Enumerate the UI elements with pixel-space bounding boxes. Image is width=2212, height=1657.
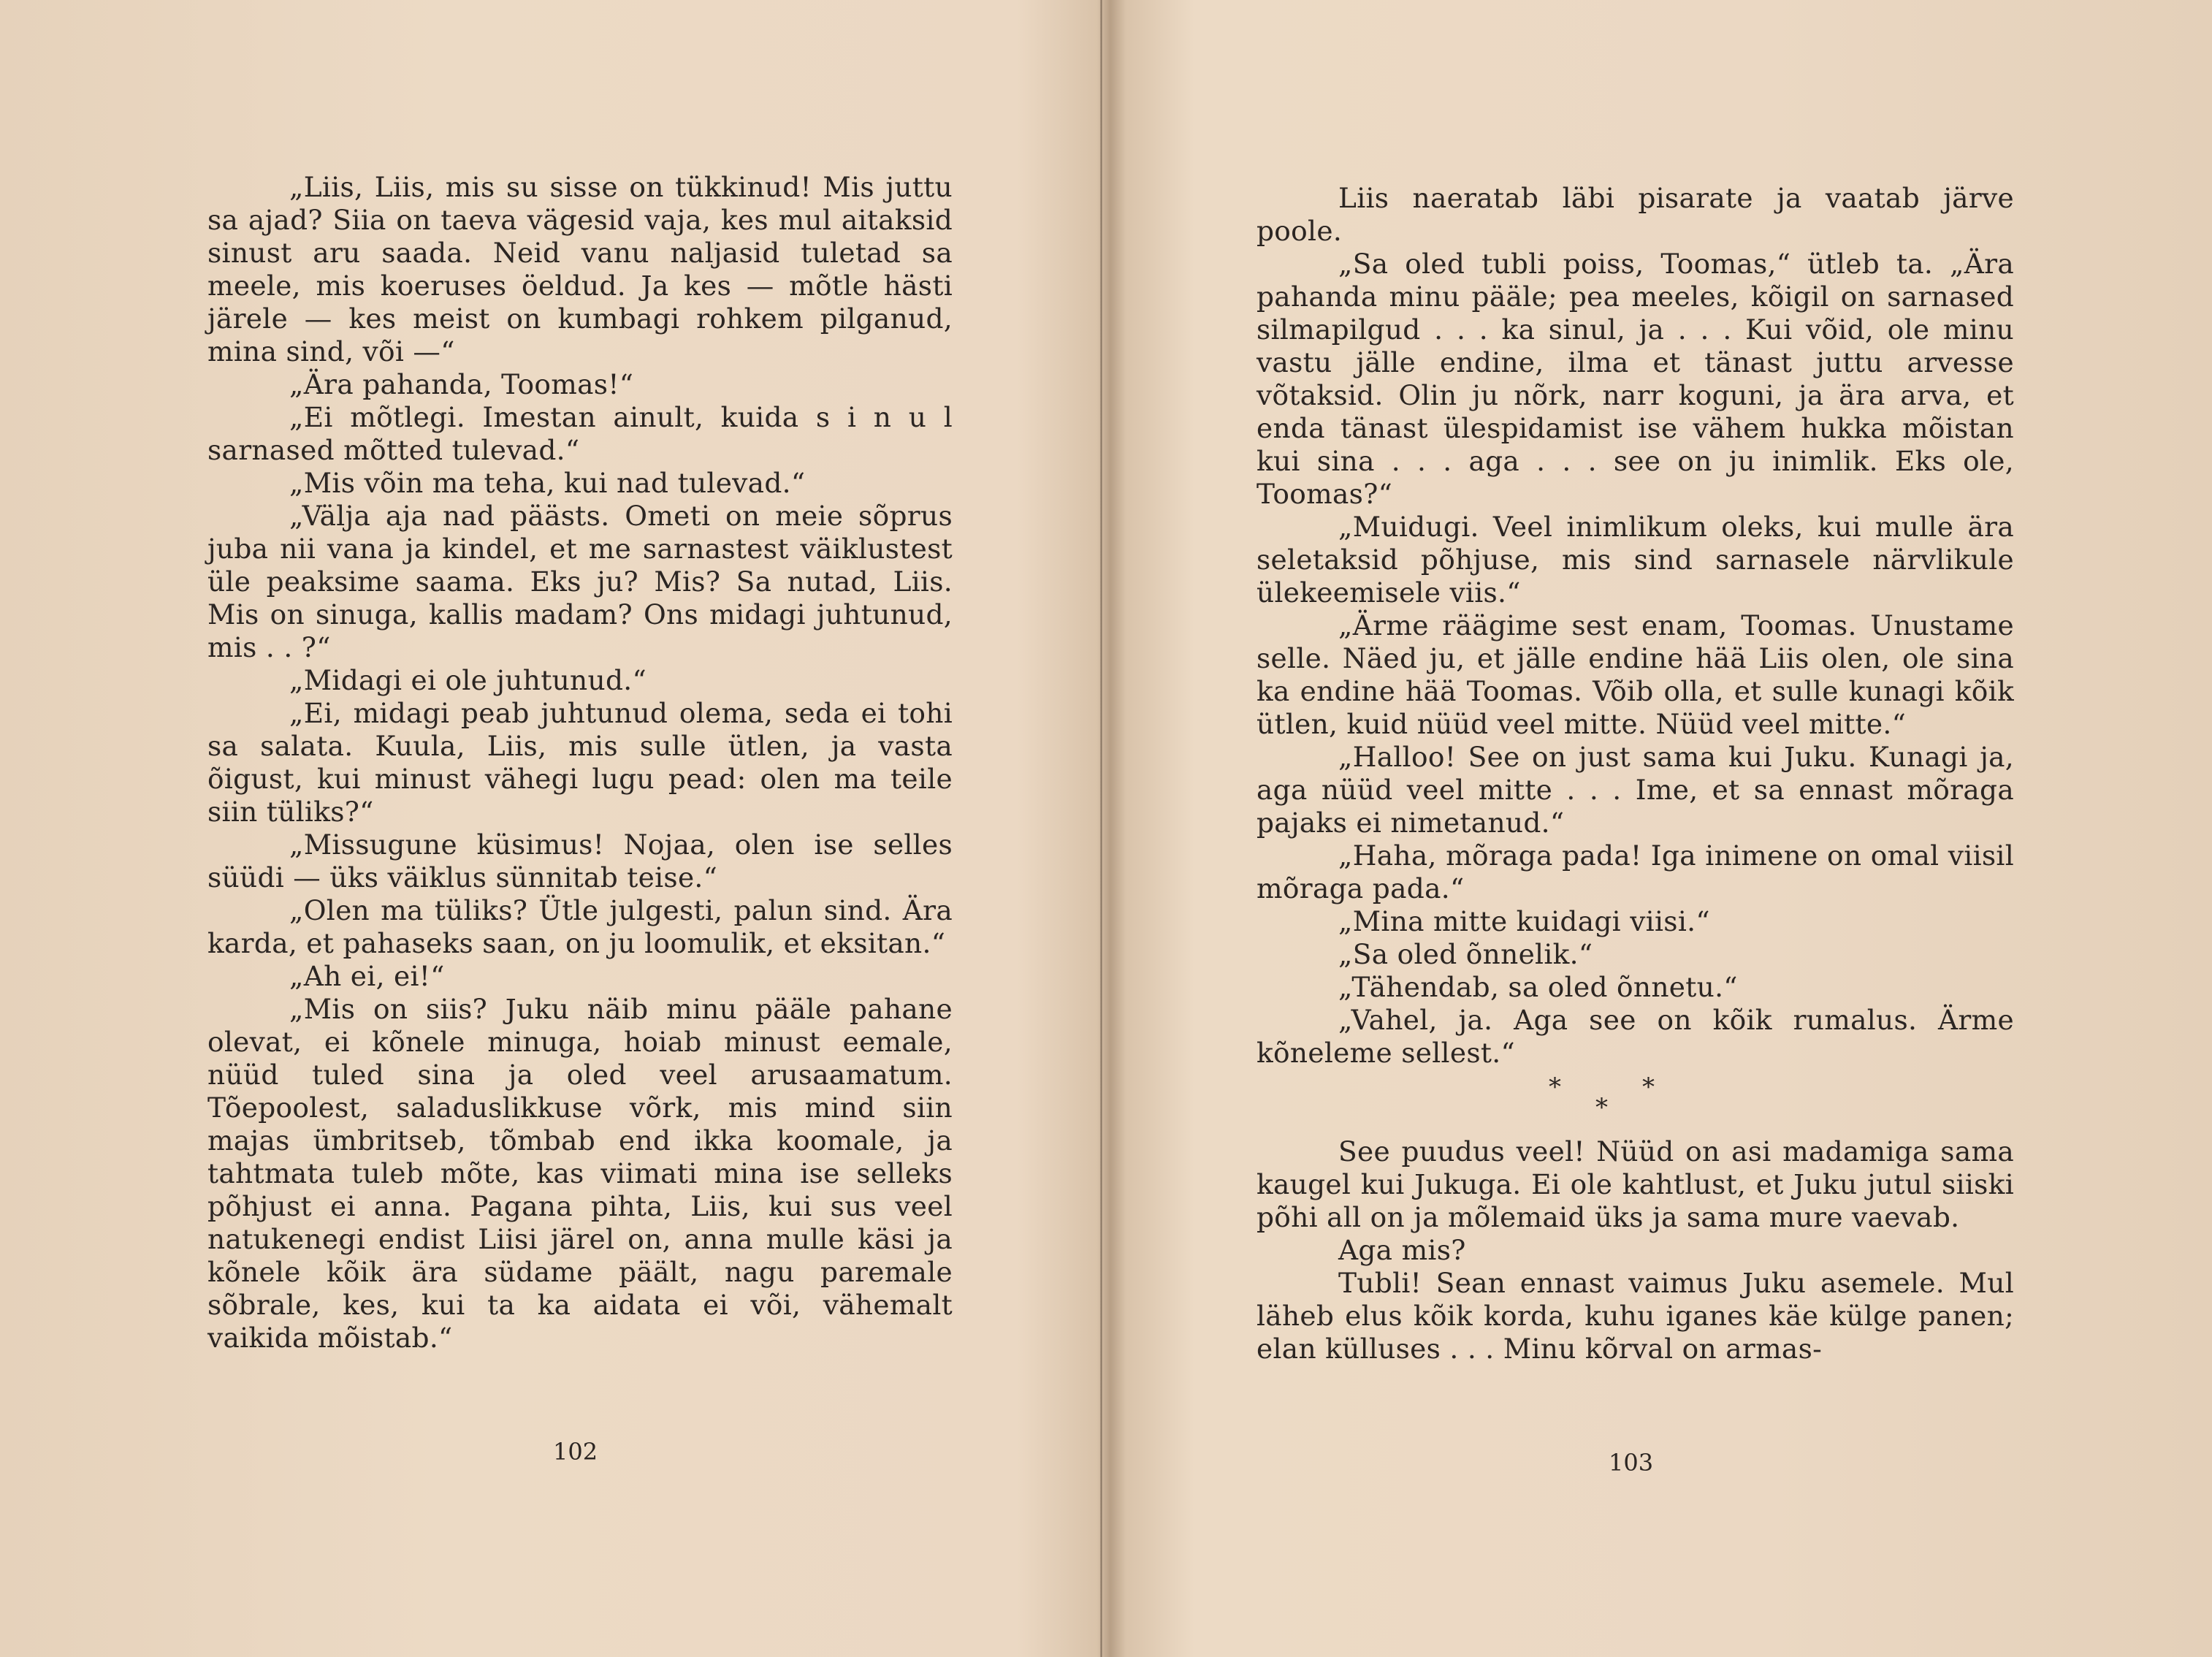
paragraph: „Mina mitte kuidagi viisi.“	[1338, 905, 1710, 937]
right-page-text	[1256, 182, 2014, 1365]
paragraph: Liis naeratab läbi pisarate ja vaatab järve poole.	[1256, 182, 2014, 247]
paragraph: „Halloo! See on just sama kui Juku. Kunagi ja, aga nüüd veel mitte . . . Ime, et sa ennast mõraga pajaks ei nimetanud.“	[1256, 741, 2014, 839]
paragraph: „Liis, Liis, mis su sisse on tükkinud! Mis juttu sa ajad? Siia on taeva vägesid vaja, kes mul aitaksid sinust aru saada. Neid vanu naljasid tuletad sa meele, mis koeruses öeldud. Ja kes — mõtle hästi järele — kes meist on kumbagi rohkem pilganud, mina sind, või —“	[207, 171, 953, 367]
paragraph: „Missugune küsimus! Nojaa, olen ise selles süüdi — üks väiklus sünnitab teise.“	[207, 828, 953, 894]
paragraph: „Mis võin ma teha, kui nad tulevad.“	[289, 467, 806, 499]
paragraph: „Olen ma tüliks? Ütle julgesti, palun sind. Ära karda, et pahaseks saan, on ju loomulik, et eksitan.“	[207, 894, 953, 959]
paragraph: „Muidugi. Veel inimlikum oleks, kui mulle ära seletaksid põhjuse, mis sind sarnasele närvlikule ülekeemisele viis.“	[1256, 511, 2014, 609]
paragraph: „Haha, mõraga pada! Iga inimene on omal viisil mõraga pada.“	[1256, 839, 2014, 904]
paragraph: Tubli! Sean ennast vaimus Juku asemele. Mul läheb elus kõik korda, kuhu iganes käe külge panen; elan külluses . . . Minu kõrval on armas-	[1256, 1267, 2014, 1365]
page-number: 102	[553, 1438, 598, 1466]
paragraph: See puudus veel! Nüüd on asi madamiga sama kaugel kui Jukuga. Ei ole kahtlust, et Juku jutul siiski põhi all on ja mõlemaid üks ja sama mure vaevab.	[1256, 1135, 2014, 1233]
paragraph: „Välja aja nad päästs. Ometi on meie sõprus juba nii vana ja kindel, et me sarnastest väiklustest üle peaksime saama. Eks ju? Mis? Sa nutad, Liis. Mis on sinuga, kallis madam? Ons midagi juhtunud, mis . . ?“	[207, 500, 953, 663]
paragraph: „Ei, midagi peab juhtunud olema, seda ei tohi sa salata. Kuula, Liis, mis sulle ütlen, ja vasta õigust, kui minust vähegi lugu pead: olen ma teile siin tüliks?“	[207, 697, 953, 828]
left-page	[0, 0, 1100, 1657]
paragraph: „Tähendab, sa oled õnnetu.“	[1338, 971, 1738, 1003]
paragraph: „Ärme räägime sest enam, Toomas. Unustame selle. Näed ju, et jälle endine hää Liis olen, ole sina ka endine hää Toomas. Võib olla, et sulle kunagi kõik ütlen, kuid nüüd veel mitte. Nüüd veel mitte.“	[1256, 609, 2014, 740]
paragraph: „Ei mõtlegi. Imestan ainult, kuida s i n u l sarnased mõtted tulevad.“	[207, 401, 953, 466]
paragraph: „Sa oled õnnelik.“	[1338, 938, 1593, 970]
section-break-star: *	[1549, 1073, 1562, 1102]
paragraph: „Midagi ei ole juhtunud.“	[289, 664, 647, 696]
paragraph: Aga mis?	[1338, 1234, 1466, 1266]
section-break-star: *	[1642, 1073, 1655, 1102]
paragraph: „Sa oled tubli poiss, Toomas,“ ütleb ta. „Ära pahanda minu pääle; pea meeles, kõigil on sarnased silmapilgud . . . ka sinul, ja . . . Kui võid, ole minu vastu jälle endine, ilma et tänast juttu arvesse võtaksid. Olin ju nõrk, narr koguni, ja ära arva, et enda tänast ülespidamist ise vähem hukka mõistan kui sina . . . aga . . . see on ju inimlik. Eks ole, Toomas?“	[1256, 248, 2014, 510]
section-break	[1198, 1070, 2014, 1135]
page-number: 103	[1609, 1449, 1654, 1477]
paragraph: „Mis on siis? Juku näib minu pääle pahane olevat, ei kõnele minuga, hoiab minust eemale, nüüd tuled sina ja oled veel arusaamatum. Tõepoolest, saladuslikkuse võrk, mis mind siin majas ümbritseb, tõmbab end ikka koomale, ja tahtmata tuleb mõte, kas viimati mina ise selleks põhjust ei anna. Pagana pihta, Liis, kui sus veel natukenegi endist Liisi järel on, anna mulle käsi ja kõnele kõik ära südame päält, nagu paremale sõbrale, kes, kui ta ka aidata ei või, vähemalt vaikida mõistab.“	[207, 993, 953, 1354]
right-page	[1102, 0, 2212, 1657]
paragraph: „Vahel, ja. Aga see on kõik rumalus. Ärme kõneleme sellest.“	[1256, 1004, 2014, 1069]
left-page-text	[207, 171, 953, 1355]
paragraph: „Ah ei, ei!“	[289, 960, 445, 992]
paragraph: „Ära pahanda, Toomas!“	[289, 368, 634, 400]
section-break-star: *	[1595, 1093, 1609, 1122]
